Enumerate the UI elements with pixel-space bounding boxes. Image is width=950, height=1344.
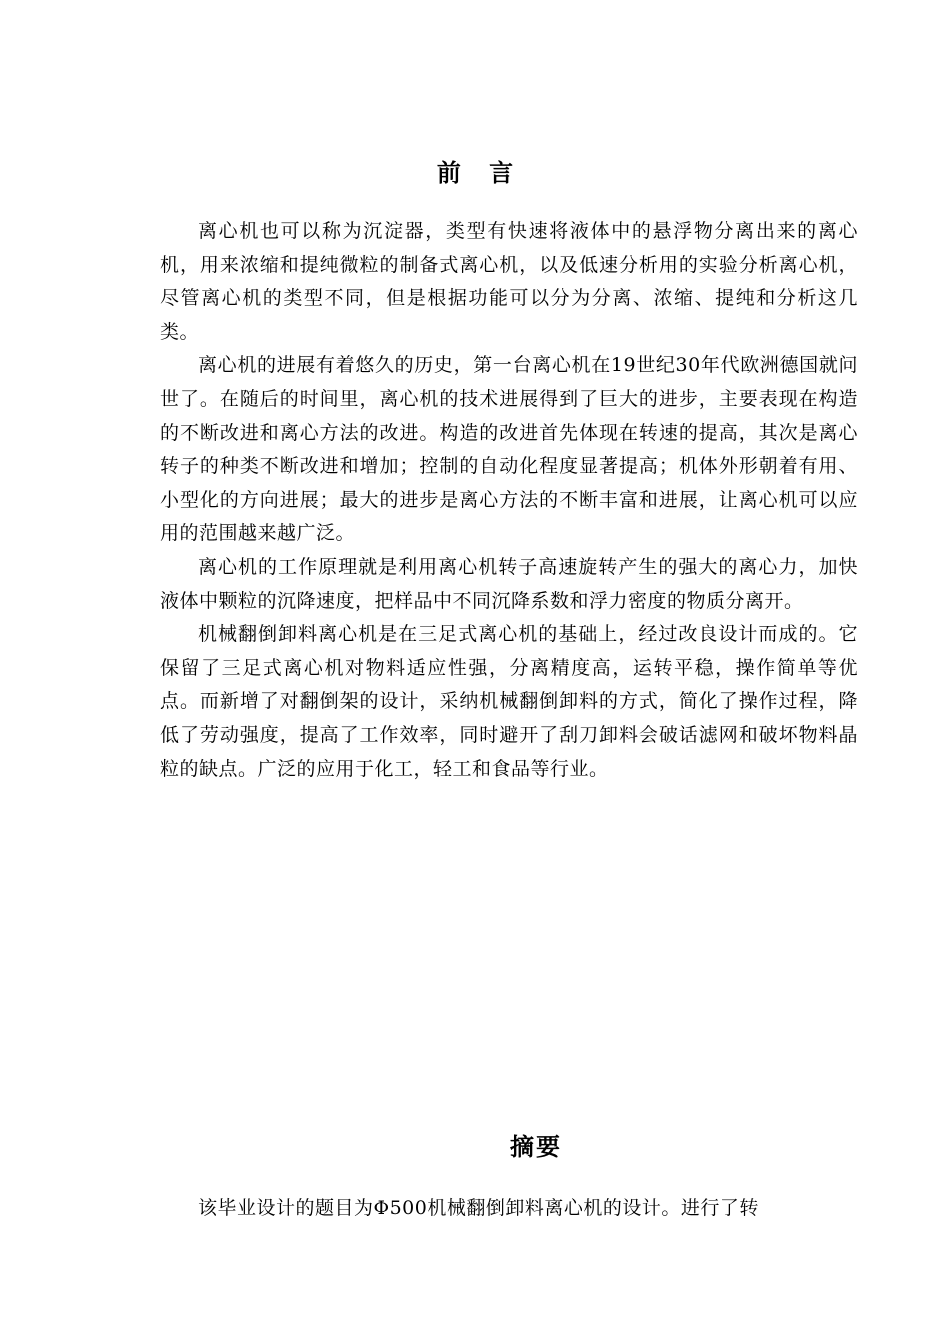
abstract-heading: 摘要	[510, 1133, 562, 1161]
preface-paragraph: 离心机也可以称为沉淀器，类型有快速将液体中的悬浮物分离出来的离心机，用来浓缩和提纯微粒的制备式离心机，以及低速分析用的实验分析离心机，尽管离心机的类型不同，但是根据功能可以分为分离、浓缩、提纯和分析这几类。	[160, 220, 858, 343]
preface-heading: 前 言	[436, 159, 524, 187]
preface-paragraph: 离心机的工作原理就是利用离心机转子高速旋转产生的强大的离心力，加快液体中颗粒的沉降速度，把样品中不同沉降系数和浮力密度的物质分离开。	[160, 555, 858, 612]
preface-paragraph: 离心机的进展有着悠久的历史，第一台离心机在19世纪30年代欧洲德国就问世了。在随后的时间里，离心机的技术进展得到了巨大的进步，主要表现在构造的不断改进和离心方法的改进。构造的改进首先体现在转速的提高，其次是离心转子的种类不断改进和增加；控制的自动化程度显著提高；机体外形朝着有用、小型化的方向进展；最大的进步是离心方法的不断丰富和进展，让离心机可以应用的范围越来越广泛。	[160, 354, 858, 545]
preface-paragraph: 机械翻倒卸料离心机是在三足式离心机的基础上，经过改良设计而成的。它保留了三足式离心机对物料适应性强，分离精度高，运转平稳，操作简单等优点。而新增了对翻倒架的设计，采纳机械翻倒卸料的方式，简化了操作过程，降低了劳动强度，提高了工作效率，同时避开了刮刀卸料会破话滤网和破坏物料晶粒的缺点。广泛的应用于化工，轻工和食品等行业。	[160, 623, 858, 780]
abstract-body	[160, 1192, 858, 1226]
preface-body	[160, 215, 858, 786]
abstract-paragraph: 该毕业设计的题目为Φ500机械翻倒卸料离心机的设计。进行了转	[198, 1197, 759, 1219]
